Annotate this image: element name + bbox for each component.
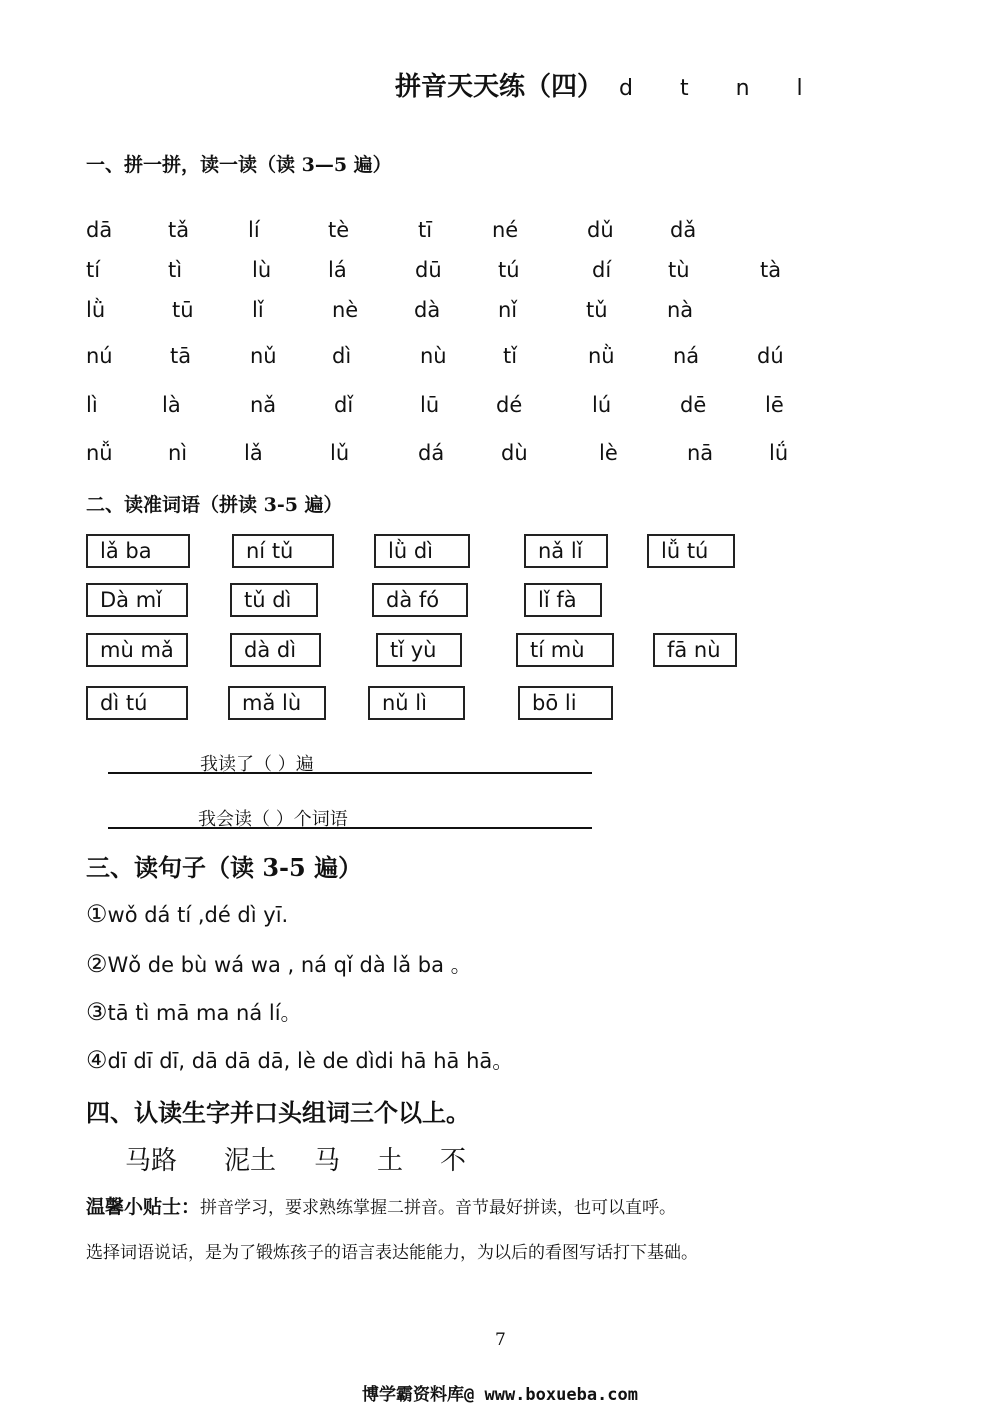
tip-line-2: 选择词语说话，是为了锻炼孩子的语言表达能能力，为以后的看图写话打下基础。	[86, 1243, 698, 1263]
pinyin-syllable: tè	[328, 218, 350, 242]
pinyin-syllable: dá	[418, 441, 445, 465]
sentence-2: ②Wǒ de bù wá wa , ná qǐ dà lǎ ba 。	[86, 950, 472, 978]
word-box: ní tǔ	[232, 534, 334, 568]
underline-1	[108, 772, 592, 774]
word-box: mù mǎ	[86, 633, 188, 667]
word-box: mǎ lù	[228, 686, 326, 720]
word-box: nǎ lǐ	[524, 534, 608, 568]
pinyin-syllable: tī	[418, 218, 433, 242]
word-box: dà fó	[372, 583, 468, 617]
pinyin-syllable: tí	[86, 258, 101, 282]
pinyin-syllable: lǘ	[769, 441, 789, 465]
section3-heading: 三、读句子（读 3-5 遍）	[86, 853, 363, 882]
word-box: tǐ yù	[376, 633, 462, 667]
pinyin-syllable: dé	[496, 393, 523, 417]
pinyin-syllable: tú	[498, 258, 520, 282]
pinyin-syllable: dǔ	[587, 218, 614, 242]
pinyin-syllable: nì	[168, 441, 188, 465]
pinyin-syllable: dǐ	[334, 393, 354, 417]
sentence-1: ①wǒ dá tí ,dé dì yī.	[86, 900, 289, 928]
title-letters: d t n l	[619, 76, 823, 101]
word-box: dì tú	[86, 686, 188, 720]
word-box: fā nù	[653, 633, 737, 667]
pinyin-syllable: lū	[420, 393, 440, 417]
pinyin-syllable: dū	[415, 258, 442, 282]
pinyin-syllable: lǎ	[244, 441, 263, 465]
char-5: 不	[440, 1146, 467, 1176]
word-box: lǎ ba	[86, 534, 190, 568]
pinyin-syllable: dù	[501, 441, 528, 465]
section4-heading: 四、认读生字并口头组词三个以上。	[86, 1098, 470, 1127]
pinyin-syllable: tǎ	[168, 218, 190, 242]
word-box: lǚ tú	[647, 534, 735, 568]
pinyin-syllable: tā	[170, 344, 192, 368]
pinyin-syllable: dà	[414, 298, 441, 322]
pinyin-syllable: dí	[592, 258, 612, 282]
section1-heading: 一、拼一拼，读一读（读 3—5 遍）	[86, 154, 392, 176]
pinyin-syllable: lù	[252, 258, 272, 282]
word-box: bō li	[518, 686, 613, 720]
char-4: 土	[377, 1146, 404, 1176]
pinyin-syllable: tà	[760, 258, 782, 282]
pinyin-syllable: nǐ	[498, 298, 518, 322]
underline-2	[108, 827, 592, 829]
char-2: 泥土	[224, 1146, 277, 1176]
pinyin-syllable: lǜ	[86, 298, 106, 322]
pinyin-syllable: tū	[172, 298, 194, 322]
pinyin-syllable: lú	[592, 393, 612, 417]
pinyin-syllable: lē	[765, 393, 784, 417]
pinyin-syllable: nǚ	[86, 441, 113, 465]
pinyin-syllable: tù	[668, 258, 690, 282]
pinyin-syllable: nù	[420, 344, 447, 368]
read-times-label: 我读了（ ）遍	[200, 754, 314, 775]
pinyin-syllable: ná	[673, 344, 700, 368]
pinyin-syllable: là	[162, 393, 181, 417]
tip-label: 温馨小贴士：	[86, 1196, 201, 1218]
pinyin-syllable: dē	[680, 393, 707, 417]
word-box: lǐ fà	[524, 583, 602, 617]
pinyin-syllable: nè	[332, 298, 359, 322]
sentence-4: ④dī dī dī, dā dā dā, lè de dìdi hā hā hā。	[86, 1046, 514, 1074]
sentence-3: ③tā tì mā ma ná lí。	[86, 998, 302, 1026]
pinyin-syllable: lá	[328, 258, 347, 282]
pinyin-syllable: tǐ	[503, 344, 518, 368]
char-1: 马路	[125, 1146, 178, 1176]
pinyin-syllable: dǎ	[670, 218, 697, 242]
words-known-label: 我会读（ ）个词语	[198, 809, 348, 830]
pinyin-syllable: lè	[599, 441, 618, 465]
pinyin-syllable: nú	[86, 344, 113, 368]
pinyin-syllable: nǜ	[588, 344, 615, 368]
pinyin-syllable: tǔ	[586, 298, 608, 322]
pinyin-syllable: lǐ	[252, 298, 264, 322]
word-box: tǔ dì	[230, 583, 318, 617]
word-box: dà dì	[230, 633, 321, 667]
section2-heading: 二、读准词语（拼读 3-5 遍）	[86, 494, 343, 516]
word-box: tí mù	[516, 633, 614, 667]
pinyin-syllable: lí	[248, 218, 260, 242]
page-title: 拼音天天练（四） d t n l	[395, 72, 823, 102]
pinyin-syllable: né	[492, 218, 519, 242]
word-box: lǜ dì	[374, 534, 470, 568]
pinyin-syllable: nǎ	[250, 393, 277, 417]
page-number: 7	[495, 1330, 506, 1350]
char-3: 马	[314, 1146, 341, 1176]
pinyin-syllable: lì	[86, 393, 98, 417]
footer-watermark: 博学霸资料库@ www.boxueba.com	[362, 1385, 638, 1405]
word-box: Dà mǐ	[86, 583, 188, 617]
pinyin-syllable: nà	[667, 298, 694, 322]
pinyin-syllable: tì	[168, 258, 183, 282]
pinyin-syllable: dì	[332, 344, 352, 368]
word-box: nǔ lì	[368, 686, 465, 720]
pinyin-syllable: nǔ	[250, 344, 277, 368]
pinyin-syllable: dā	[86, 218, 113, 242]
pinyin-syllable: dú	[757, 344, 784, 368]
pinyin-syllable: lǔ	[330, 441, 350, 465]
pinyin-syllable: nā	[687, 441, 714, 465]
tip-line-1: 温馨小贴士：拼音学习，要求熟练掌握二拼音。音节最好拼读，也可以直呼。	[86, 1196, 677, 1218]
